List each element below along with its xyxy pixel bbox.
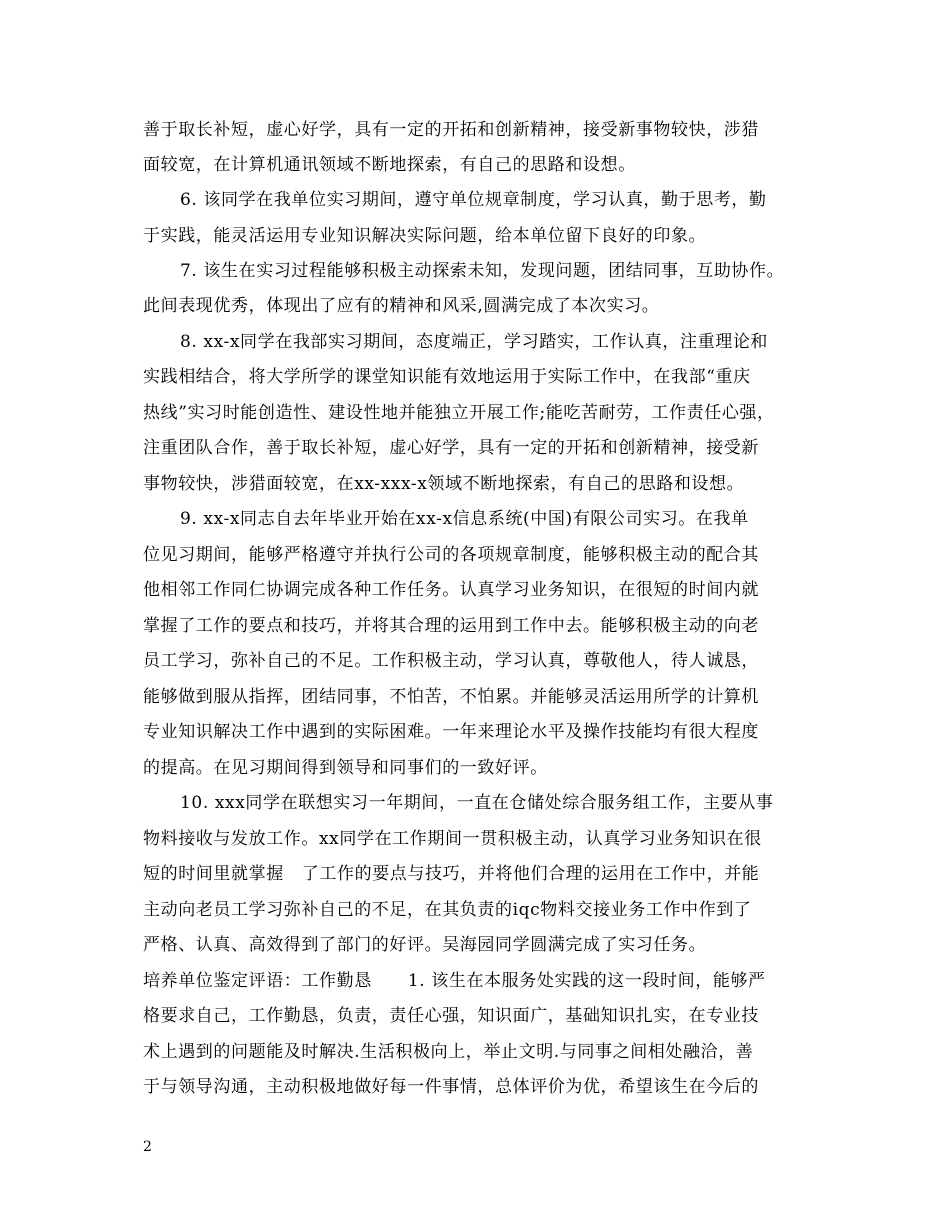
text-line: 他相邻工作同仁协调完成各种工作任务。认真学习业务知识，在很短的时间内就	[143, 580, 759, 600]
text-line: 能够做到服从指挥，团结同事，不怕苦，不怕累。并能够灵活运用所学的计算机	[143, 687, 759, 707]
text-line: 面较宽，在计算机通讯领域不断地探索，有自己的思路和设想。	[143, 155, 636, 175]
text-line: 6. 该同学在我单位实习期间，遵守单位规章制度，学习认真，勤于思考，勤	[180, 190, 767, 210]
text-line: 7. 该生在实习过程能够积极主动探索未知，发现问题，团结同事，互助协作。	[180, 261, 785, 281]
text-line: 主动向老员工学习弥补自己的不足，在其负责的iqc物料交接业务工作中作到了	[143, 900, 752, 920]
text-line: 位见习期间，能够严格遵守并执行公司的各项规章制度，能够积极主动的配合其	[143, 545, 759, 565]
text-line: 掌握了工作的要点和技巧，并将其合理的运用到工作中去。能够积极主动的向老	[143, 616, 759, 636]
text-line: 善于取长补短，虚心好学，具有一定的开拓和创新精神，接受新事物较快，涉猎	[143, 120, 759, 140]
text-line: 此间表现优秀，体现出了应有的精神和风采,圆满完成了本次实习。	[143, 296, 660, 316]
text-line: 员工学习，弥补自己的不足。工作积极主动，学习认真，尊敬他人，待人诚恳，	[143, 651, 759, 671]
text-line: 于实践，能灵活运用专业知识解决实际问题，给本单位留下良好的印象。	[143, 226, 707, 246]
text-line: 9. xx-x同志自去年毕业开始在xx-x信息系统(中国)有限公司实习。在我单	[180, 509, 749, 529]
text-line: 事物较快，涉猎面较宽，在xx-xxx-x领域不断地探索，有自己的思路和设想。	[143, 474, 745, 494]
text-line: 严格、认真、高效得到了部门的好评。吴海园同学圆满完成了实习任务。	[143, 935, 707, 955]
text-line: 专业知识解决工作中遇到的实际困难。一年来理论水平及操作技能均有很大程度	[143, 722, 759, 742]
text-line: 的提高。在见习期间得到领导和同事们的一致好评。	[143, 758, 548, 778]
text-line: 格要求自己，工作勤恳，负责，责任心强，知识面广，基础知识扎实，在专业技	[143, 1006, 759, 1026]
text-line: 10. xxx同学在联想实习一年期间，一直在仓储处综合服务组工作，主要从事	[180, 793, 774, 813]
text-line: 物料接收与发放工作。xx同学在工作期间一贯积极主动，认真学习业务知识在很	[143, 829, 762, 849]
page-number: 2	[143, 1139, 152, 1155]
text-line: 术上遇到的问题能及时解决.生活积极向上，举止文明.与同事之间相处融洽，善	[143, 1042, 754, 1062]
text-line: 8. xx-x同学在我部实习期间，态度端正，学习踏实，工作认真，注重理论和	[180, 332, 769, 352]
text-line: 热线”实习时能创造性、建设性地并能独立开展工作;能吃苦耐劳，工作责任心强，	[143, 403, 775, 423]
text-line: 注重团队合作，善于取长补短，虚心好学，具有一定的开拓和创新精神，接受新	[143, 438, 759, 458]
text-line: 于与领导沟通，主动积极地做好每一件事情，总体评价为优，希望该生在今后的	[143, 1077, 759, 1097]
text-line: 短的时间里就掌握 了工作的要点与技巧，并将他们合理的运用在工作中，并能	[143, 864, 760, 884]
text-line: 实践相结合，将大学所学的课堂知识能有效地运用于实际工作中，在我部“重庆	[143, 367, 751, 387]
text-line: 培养单位鉴定评语：工作勤恳 1. 该生在本服务处实践的这一段时间，能够严	[143, 971, 766, 991]
